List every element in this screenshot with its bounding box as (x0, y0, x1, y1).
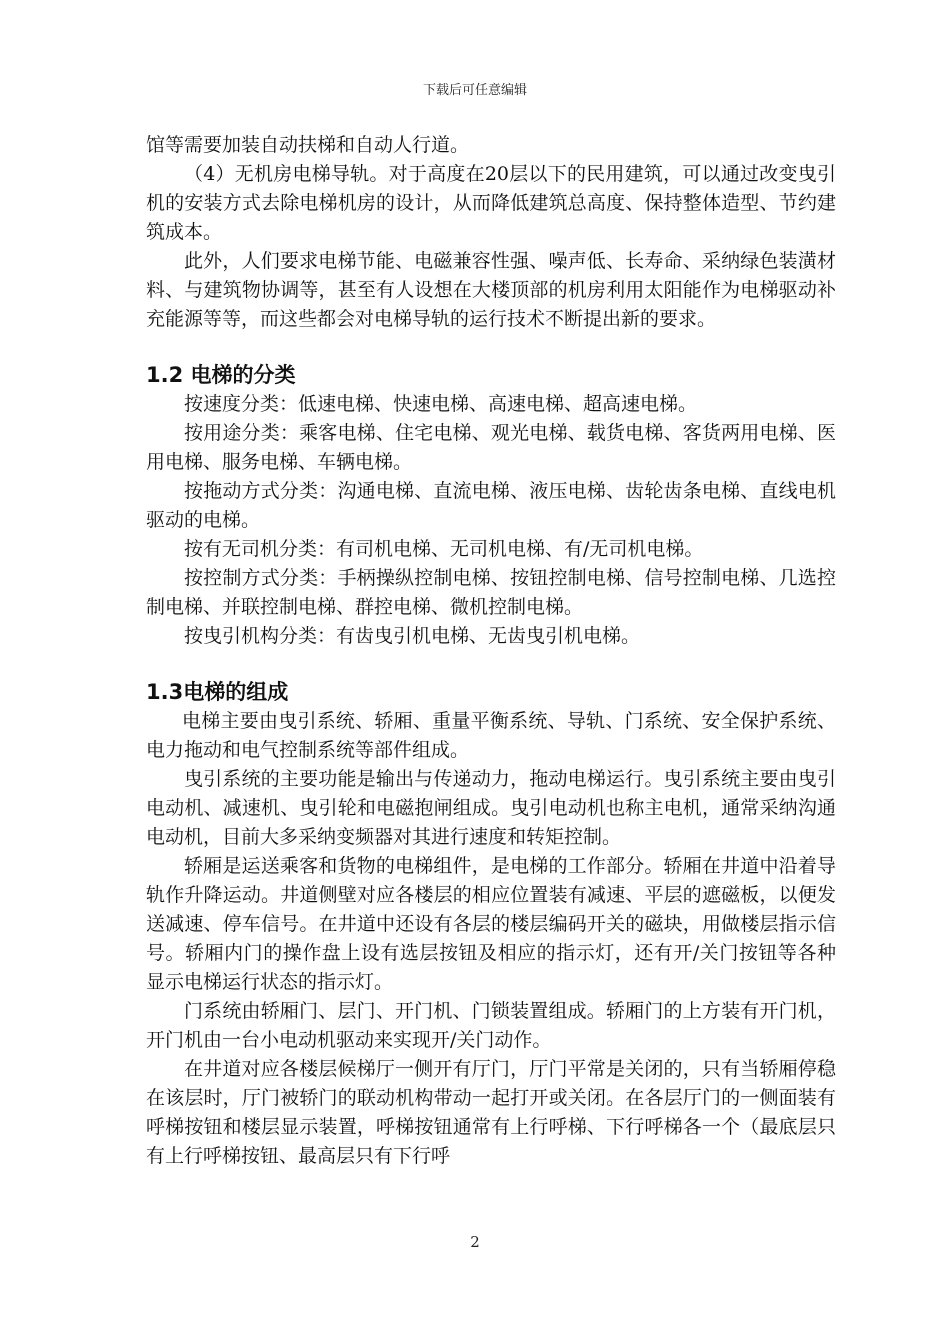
paragraph: 按有无司机分类：有司机电梯、无司机电梯、有/无司机电梯。 (184, 538, 704, 560)
section-heading-1-2: 1.2 电梯的分类 (146, 363, 296, 387)
paragraph: 在井道对应各楼层候梯厅一侧开有厅门，厅门平常是关闭的，只有当轿厢停稳在该层时，厅门被轿门的联动机构带动一起打开或关闭。在各层厅门的一侧面装有呼梯按钮和楼层显示装置，呼梯按钮通常有上行呼梯、下行呼梯各一个（最底层只有上行呼梯按钮、最高层只有下行呼 (146, 1058, 836, 1167)
page-header: 下载后可任意编辑 (422, 83, 527, 98)
paragraph: 电梯主要由曳引系统、轿厢、重量平衡系统、导轨、门系统、安全保护系统、电力拖动和电气控制系统等部件组成。 (146, 710, 836, 761)
paragraph: 曳引系统的主要功能是输出与传递动力，拖动电梯运行。曳引系统主要由曳引电动机、减速机、曳引轮和电磁抱闸组成。曳引电动机也称主电机，通常采纳沟通电动机，目前大多采纳变频器对其进行速度和转矩控制。 (146, 768, 836, 848)
section-heading-1-3: 1.3电梯的组成 (146, 680, 289, 704)
document-body (146, 131, 836, 1171)
paragraph: 馆等需要加装自动扶梯和自动人行道。 (146, 134, 470, 156)
paragraph: 按控制方式分类：手柄操纵控制电梯、按钮控制电梯、信号控制电梯、几选控制电梯、并联控制电梯、群控电梯、微机控制电梯。 (146, 567, 836, 618)
paragraph: 按拖动方式分类：沟通电梯、直流电梯、液压电梯、齿轮齿条电梯、直线电机驱动的电梯。 (146, 480, 836, 531)
paragraph: 按曳引机构分类：有齿曳引机电梯、无齿曳引机电梯。 (184, 625, 641, 647)
paragraph: 按用途分类：乘客电梯、住宅电梯、观光电梯、载货电梯、客货两用电梯、医用电梯、服务电梯、车辆电梯。 (146, 422, 836, 473)
paragraph: 轿厢是运送乘客和货物的电梯组件，是电梯的工作部分。轿厢在井道中沿着导轨作升降运动。井道侧壁对应各楼层的相应位置装有减速、平层的遮磁板，以便发送减速、停车信号。在井道中还设有各层的楼层编码开关的磁块，用做楼层指示信号。轿厢内门的操作盘上设有选层按钮及相应的指示灯，还有开/关门按钮等各种显示电梯运行状态的指示灯。 (146, 855, 836, 993)
paragraph: 按速度分类：低速电梯、快速电梯、高速电梯、超高速电梯。 (184, 393, 698, 415)
page-number: 2 (470, 1233, 480, 1251)
paragraph: （4）无机房电梯导轨。对于高度在20层以下的民用建筑，可以通过改变曳引机的安装方式去除电梯机房的设计，从而降低建筑总高度、保持整体造型、节约建筑成本。 (146, 163, 836, 243)
paragraph: 此外，人们要求电梯节能、电磁兼容性强、噪声低、长寿命、采纳绿色装潢材料、与建筑物协调等，甚至有人设想在大楼顶部的机房利用太阳能作为电梯驱动补充能源等等，而这些都会对电梯导轨的运行技术不断提出新的要求。 (146, 250, 836, 330)
paragraph: 门系统由轿厢门、层门、开门机、门锁装置组成。轿厢门的上方装有开门机，开门机由一台小电动机驱动来实现开/关门动作。 (146, 1000, 836, 1051)
